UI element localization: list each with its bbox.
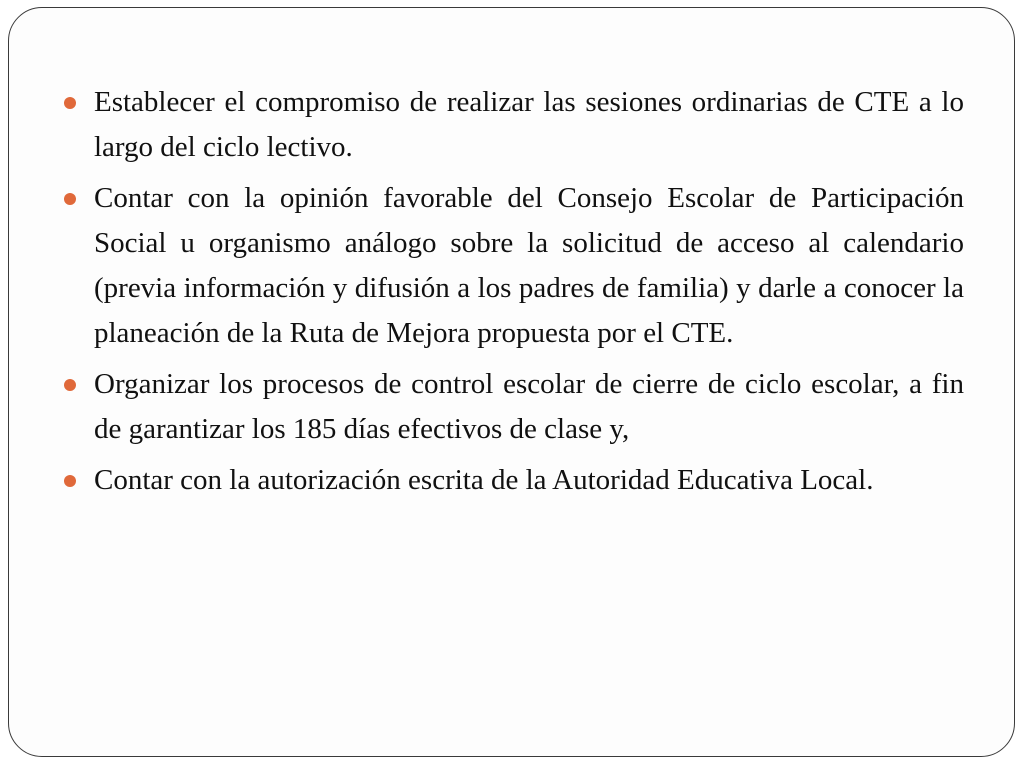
bullet-text: Organizar los procesos de control escolar de cierre de ciclo escolar, a fin de garantizar los 185 días efectivos de clase y, bbox=[94, 368, 964, 445]
bullet-item-compromiso bbox=[60, 80, 964, 170]
bullet-dot-icon bbox=[64, 193, 76, 205]
bullet-text: Establecer el compromiso de realizar las sesiones ordinarias de CTE a lo largo del ciclo lectivo. bbox=[94, 86, 964, 163]
bullet-text: Contar con la autorización escrita de la Autoridad Educativa Local. bbox=[94, 464, 874, 496]
bullet-list bbox=[60, 80, 964, 509]
bullet-item-opinion bbox=[60, 176, 964, 356]
bullet-dot-icon bbox=[64, 97, 76, 109]
bullet-dot-icon bbox=[64, 379, 76, 391]
bullet-item-autorizacion bbox=[60, 458, 964, 503]
bullet-text: Contar con la opinión favorable del Consejo Escolar de Participación Social u organismo análogo sobre la solicitud de acceso al calendario (previa información y difusión a los padres de familia) y darle a conocer la planeación de la Ruta de Mejora propuesta por el CTE. bbox=[94, 182, 964, 349]
bullet-item-control-escolar bbox=[60, 362, 964, 452]
bullet-dot-icon bbox=[64, 475, 76, 487]
